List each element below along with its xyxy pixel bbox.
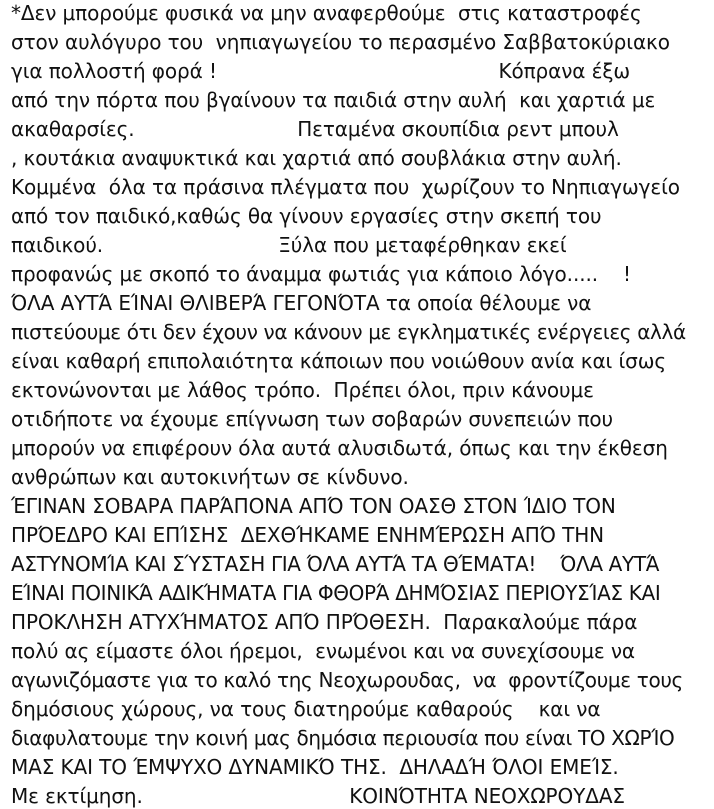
text-line-1: *Δεν μπορούμε φυσικά να μην αναφερθούμε στις καταστροφές (11, 1, 642, 25)
text-line-17: ανθρώπων και αυτοκινήτων σε κίνδυνο. (11, 465, 409, 489)
text-line-24: αγωνιζόμαστε για το καλό της Νεοχωρουδας, να φροντίζουμε τους (11, 668, 683, 692)
text-line-5: ακαθαρσίες. Πεταμένα σκουπίδια ρεντ μπουλ (11, 117, 619, 141)
text-line-27: ΜΑΣ ΚΑΙ ΤΟ ΈΜΨΥΧΟ ΔΥΝΑΜΙΚΌ ΤΗΣ. ΔΗΛΑΔΉ ΌΛΟΙ ΕΜΕΊΣ. (11, 755, 619, 779)
text-line-23: πολύ ας είμαστε όλοι ήρεμοι, ενωμένοι και να συνεχίσουμε να (11, 639, 636, 663)
text-line-13: είναι καθαρή επιπολαιότητα κάποιων που νοιώθουν ανία και ίσως (11, 349, 666, 373)
text-line-18: ΈΓΙΝΑΝ ΣΟΒΑΡΑ ΠΑΡΆΠΟΝΑ ΑΠΌ ΤΟΝ ΟΑΣΘ ΣΤΟΝ ΊΔΙΟ ΤΟΝ (11, 494, 616, 518)
text-line-11: ΌΛΑ ΑΥΤΆ ΕΊΝΑΙ ΘΛΙΒΕΡΆ ΓΕΓΟΝΌΤΑ τα οποία θέλουμε να (11, 291, 592, 315)
text-line-10: προφανώς με σκοπό το άναμμα φωτιάς για κάποιο λόγο..... ! (11, 262, 631, 286)
text-line-21: ΕΊΝΑΙ ΠΟΙΝΙΚΆ ΑΔΙΚΉΜΑΤΑ ΓΙΑ ΦΘΟΡΆ ΔΗΜΌΣΙΑΣ ΠΕΡΙΟΥΣΊΑΣ ΚΑΙ (11, 581, 661, 605)
text-line-25: δημόσιους χώρους, να τους διατηρούμε καθαρούς και να (11, 697, 601, 721)
text-line-12: πιστεύουμε ότι δεν έχουν να κάνουν με εγκληματικές ενέργειες αλλά (11, 320, 686, 344)
text-line-8: από τον παιδικό,καθώς θα γίνουν εργασίες στην σκεπή του (11, 204, 602, 228)
text-line-15: οτιδήποτε να έχουμε επίγνωση των σοβαρών συνεπειών που (11, 407, 614, 431)
text-line-7: Κομμένα όλα τα πράσινα πλέγματα που χωρίζουν το Νηπιαγωγείο (11, 175, 680, 199)
text-line-3: για πολλοστή φορά ! Κόπρανα έξω (11, 59, 631, 83)
signature-line: Με εκτίμηση. ΚΟΙΝΌΤΗΤΑ ΝΕΟΧΩΡΟΥΔΑΣ (11, 784, 625, 808)
text-line-14: εκτονώνονται με λάθος τρόπο. Πρέπει όλοι, πριν κάνουμε (11, 378, 594, 402)
text-line-26: διαφυλατουμε την κοινή μας δημόσια περιουσία που είναι ΤΟ ΧΩΡΊΟ (11, 726, 675, 750)
text-line-16: μπορούν να επιφέρουν όλα αυτά αλυσιδωτά, όπως και την έκθεση (11, 436, 668, 460)
text-line-19: ΠΡΌΕΔΡΟ ΚΑΙ ΕΠΊΣΗΣ ΔΕΧΘΉΚΑΜΕ ΕΝΗΜΈΡΩΣΗ ΑΠΌ ΤΗΝ (11, 523, 605, 547)
text-line-9: παιδικού. Ξύλα που μεταφέρθηκαν εκεί (11, 233, 567, 257)
text-line-4: από την πόρτα που βγαίνουν τα παιδιά στην αυλή και χαρτιά με (11, 88, 656, 112)
text-line-22: ΠΡΟΚΛΗΣΗ ΑΤΥΧΉΜΑΤΟΣ ΑΠΌ ΠΡΌΘΕΣΗ. Παρακαλούμε πάρα (11, 610, 638, 634)
text-line-2: στον αυλόγυρο του νηπιαγωγείου το περασμένο Σαββατοκύριακο (11, 30, 670, 54)
text-line-6: , κουτάκια αναψυκτικά και χαρτιά από σουβλάκια στην αυλή. (11, 146, 622, 170)
text-line-20: ΑΣΤΥΝΟΜΊΑ ΚΑΙ ΣΎΣΤΑΣΗ ΓΙΑ ΌΛΑ ΑΥΤΆ ΤΑ ΘΈΜΑΤΑ! ΌΛΑ ΑΥΤΆ (11, 552, 660, 576)
